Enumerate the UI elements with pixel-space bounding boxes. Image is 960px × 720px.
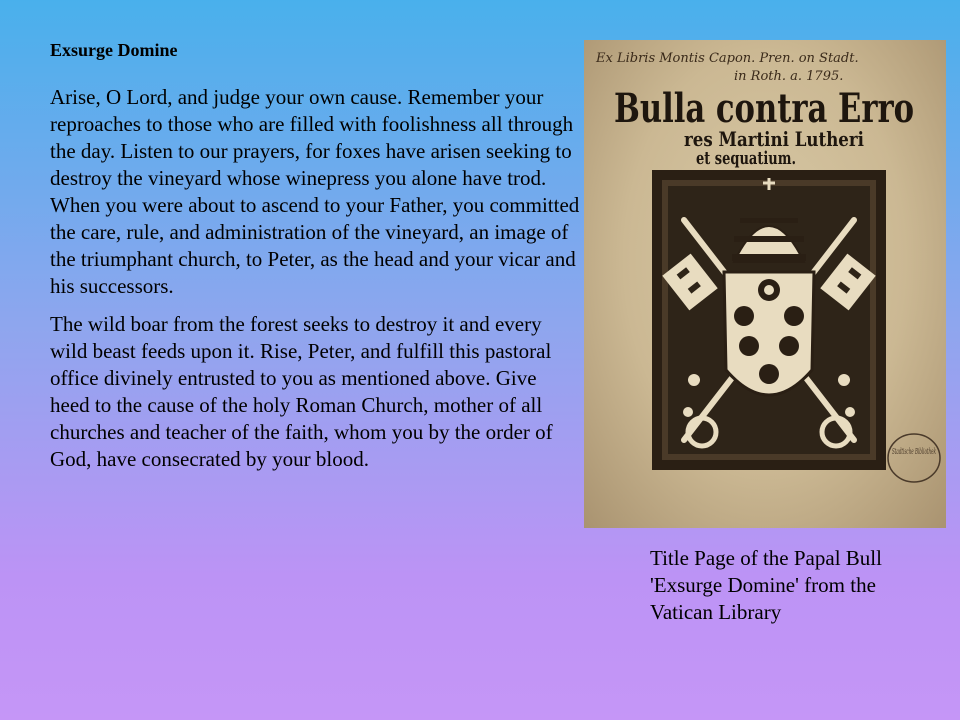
stamp-text: Stadtische Bibliothek bbox=[892, 447, 937, 456]
library-stamp bbox=[888, 434, 940, 482]
paragraph-2: The wild boar from the forest seeks to destroy it and every wild beast feeds upon it. Rise, Peter, and fulfill this pastoral office divinely entrusted to you as mentioned above. Give heed to the cause of the holy Roman Church, mother of all churches and teacher of the faith, whom you by the order of God, have consecrated by your blood. bbox=[50, 312, 553, 471]
slide-title: Exsurge Domine bbox=[50, 40, 178, 60]
body-text bbox=[50, 84, 580, 484]
medici-shield bbox=[724, 272, 814, 395]
title-page-illustration bbox=[584, 40, 946, 528]
blackletter-title-line-1: Bulla contra Erro bbox=[614, 85, 914, 132]
image-caption: Title Page of the Papal Bull 'Exsurge Domine' from the Vatican Library bbox=[650, 546, 882, 624]
handwritten-line-1: Ex Libris Montis Capon. Pren. on Stadt. bbox=[596, 51, 859, 66]
blackletter-title-line-2: res Martini Lutheri bbox=[684, 127, 865, 151]
handwritten-line-2: in Roth. a. 1795. bbox=[734, 69, 844, 84]
paragraph-1: Arise, O Lord, and judge your own cause. Remember your reproaches to those who are filled with foolishness all through the day. Listen to our prayers, for foxes have arisen seeking to destroy the vineyard whose winepress you alone have trod. When you were about to ascend to your Father, you committed the care, rule, and administration of the vineyard, an image of the triumphant church, to Peter, as the head and your vicar and his successors. bbox=[50, 85, 580, 298]
title-page-image bbox=[584, 40, 946, 528]
blackletter-title-line-3: et sequatium. bbox=[696, 148, 796, 169]
